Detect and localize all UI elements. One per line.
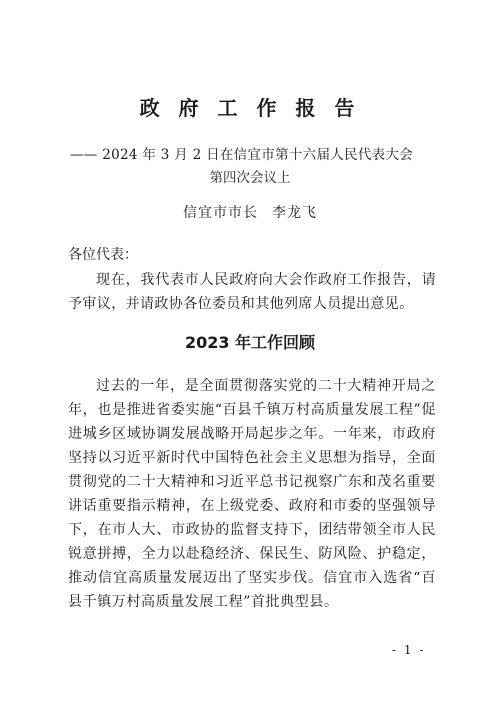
section-heading: 2023 年工作回顾 [184,333,316,352]
subtitle-session-line: 第四次会议上 [209,170,291,186]
intro-paragraph: 现在，我代表市人民政府向大会作政府工作报告，请予审议，并请政协各位委员和其他列席人员提出意见。 [68,272,436,312]
salutation: 各位代表： [68,247,138,263]
author-title: 信宜市市长 [183,205,258,221]
review-paragraph: 过去的一年，是全面贯彻落实党的二十大精神开局之年，也是推进省委实施“百县千镇万村高质量发展工程”促进城乡区域协调发展战略开局起步之年。一年来，市政府坚持以习近平新时代中国特色社会主义思想为指导，全面贯彻党的二十大精神和习近平总书记视察广东和茂名重要讲话重要指示精神，在上级党委、政府和市委的坚强领导下，在市人大、市政协的监督支持下，团结带领全市人民锐意拼搏，全力以赴稳经济、保民生、防风险、护稳定，推动信宜高质量发展迈出了坚实步伐。信宜市入选省“百县千镇万村高质量发展工程”首批典型县。 [68,378,436,610]
author-line [0,202,500,222]
document-title: 政 府 工 作 报 告 [139,96,361,120]
author-name: 李龙飞 [272,205,317,221]
page-number: - 1 - [392,643,426,657]
subtitle-date-line: —— 2024 年 3 月 2 日在信宜市第十六届人民代表大会 [70,147,414,163]
